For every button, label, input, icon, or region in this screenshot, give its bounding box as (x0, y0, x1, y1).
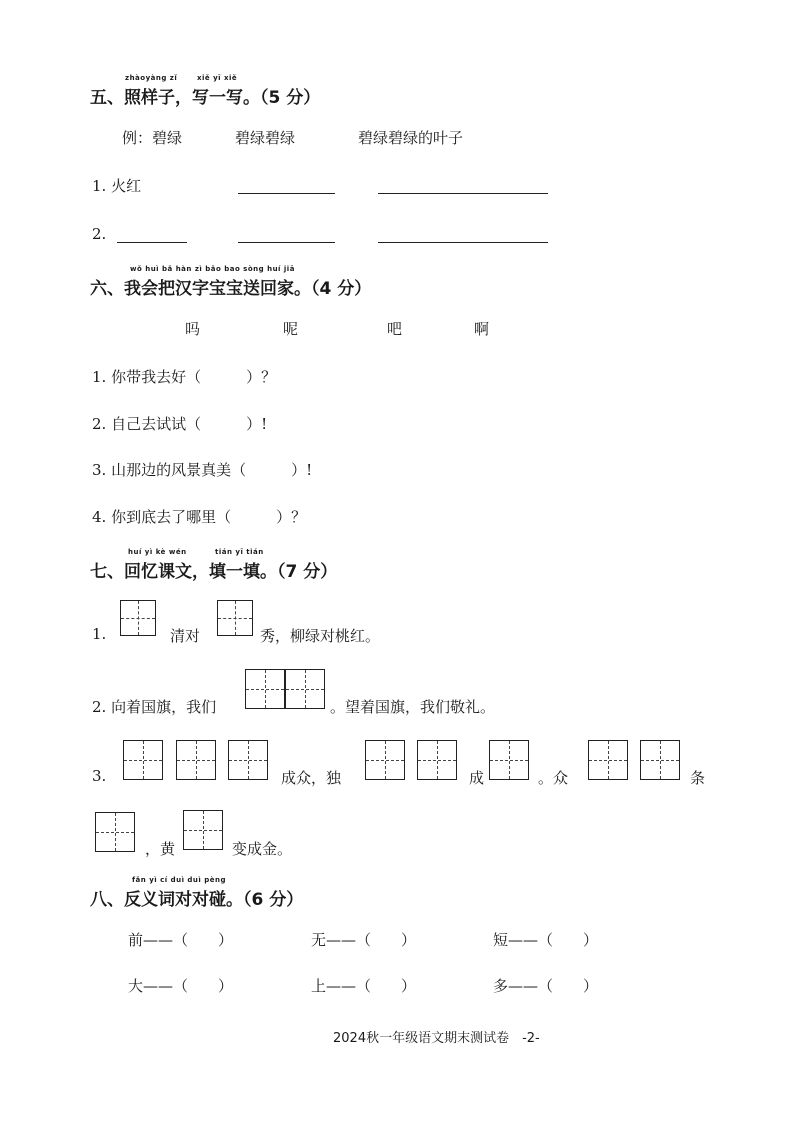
s7-q3-text-b: 成 (469, 769, 485, 787)
s7-q3-text-e: ，黄 (145, 840, 176, 858)
s7-q3-box-5[interactable] (417, 740, 457, 780)
s7-q1-text-a: 清对 (170, 627, 201, 645)
s6-question-3: 3. 山那边的风景真美（ ）! (92, 461, 313, 479)
s7-q3-box-3[interactable] (228, 740, 268, 780)
s7-q3-box-8[interactable] (640, 740, 680, 780)
s7-pinyin-b: tián yī tián (215, 548, 264, 556)
s5-q1-blank-2[interactable] (378, 193, 548, 194)
s5-example-label: 例：碧绿 (122, 129, 183, 147)
s8-pair-1: 前——（ ） (128, 931, 234, 949)
s7-q2-box-1[interactable] (245, 669, 285, 709)
s6-option-1: 吗 (185, 320, 201, 338)
s7-q3-box-10[interactable] (183, 810, 223, 850)
s5-q2-blank-2[interactable] (238, 242, 335, 243)
s7-q3-box-9[interactable] (95, 812, 135, 852)
s7-q3-box-6[interactable] (489, 740, 529, 780)
s5-pinyin-b: xiě yī xiě (197, 74, 238, 82)
s5-question-1: 1. 火红 (92, 177, 142, 195)
s6-question-1: 1. 你带我去好（ ）？ (92, 368, 277, 386)
s5-example-3: 碧绿碧绿的叶子 (358, 129, 464, 147)
s5-q2-blank-1[interactable] (117, 242, 187, 243)
s8-pair-2: 无——（ ） (311, 931, 417, 949)
s7-q3-text-c: 。众 (538, 769, 569, 787)
s7-q3-box-2[interactable] (176, 740, 216, 780)
s7-pinyin-a: huí yì kè wén (128, 548, 187, 556)
s6-pinyin: wǒ huì bǎ hàn zì bǎo bao sòng huí jiā (130, 265, 295, 273)
s7-q3-box-1[interactable] (123, 740, 163, 780)
s5-example-2: 碧绿碧绿 (235, 129, 296, 147)
s7-q2-text-a: 2. 向着国旗，我们 (92, 698, 217, 716)
s7-q2-box-2[interactable] (285, 669, 325, 709)
s5-pinyin-a: zhàoyàng zǐ (125, 74, 178, 82)
s8-pinyin: fǎn yì cí duì duì pèng (132, 876, 226, 884)
s8-pair-5: 上——（ ） (311, 977, 417, 995)
s7-q3-box-7[interactable] (588, 740, 628, 780)
section-5-title: 五、照样子，写一写。（5 分） (90, 88, 321, 108)
s8-pair-6: 多——（ ） (493, 977, 599, 995)
s6-question-4: 4. 你到底去了哪里（ ）？ (92, 508, 307, 526)
s6-option-2: 呢 (283, 320, 299, 338)
section-6-title: 六、我会把汉字宝宝送回家。（4 分） (90, 279, 372, 299)
s7-q3-text-a: 成众，独 (281, 769, 342, 787)
s7-q3-number: 3. (92, 767, 107, 785)
section-8-title: 八、反义词对对碰。（6 分） (90, 890, 304, 910)
s7-q3-text-f: 变成金。 (232, 840, 293, 858)
s8-pair-3: 短——（ ） (493, 931, 599, 949)
s7-q1-text-b: 秀，柳绿对桃红。 (260, 627, 381, 645)
s8-pair-4: 大——（ ） (128, 977, 234, 995)
s5-q2-blank-3[interactable] (378, 242, 548, 243)
section-7-title: 七、回忆课文，填一填。（7 分） (90, 562, 338, 582)
s7-q2-box-pair[interactable] (245, 669, 325, 709)
s7-q1-box-2[interactable] (217, 600, 253, 636)
s5-q1-blank-1[interactable] (238, 193, 335, 194)
s7-q3-box-4[interactable] (365, 740, 405, 780)
page-footer: 2024秋一年级语文期末测试卷 -2- (333, 1031, 540, 1046)
s6-option-4: 啊 (474, 320, 490, 338)
s6-question-2: 2. 自己去试试（ ）! (92, 415, 268, 433)
s7-q1-number: 1. (92, 625, 107, 643)
s7-q1-box-1[interactable] (120, 600, 156, 636)
s5-question-2: 2. (92, 225, 107, 243)
s6-option-3: 吧 (387, 320, 403, 338)
s7-q2-text-b: 。望着国旗，我们敬礼。 (330, 698, 496, 716)
s7-q3-text-d: 条 (690, 769, 706, 787)
